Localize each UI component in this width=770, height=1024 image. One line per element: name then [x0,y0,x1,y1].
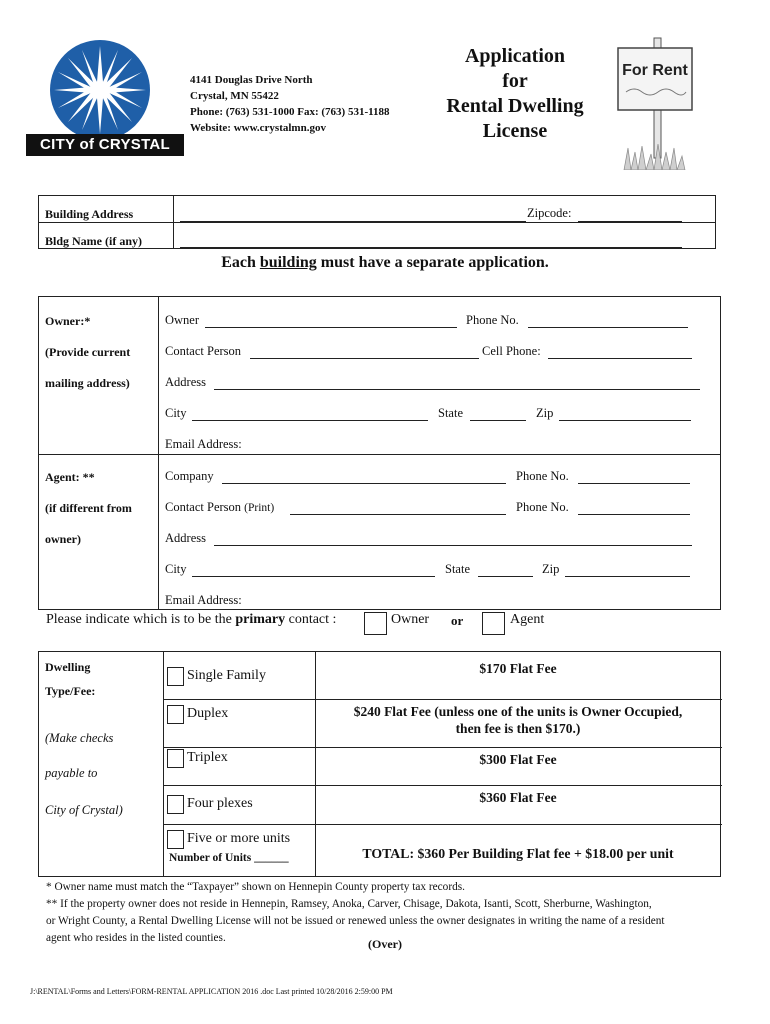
duplex-label: Duplex [187,706,229,721]
four-plexes-fee: $360 Flat Fee [479,790,557,805]
five-or-more-checkbox[interactable] [167,830,184,849]
agent-phone2-field: Phone No. [516,500,569,514]
owner-email-field: Email Address: [165,437,242,451]
owner-address-line[interactable] [214,389,700,390]
owner-state-line[interactable] [470,420,526,421]
address-line-2: Crystal, MN 55422 [190,90,279,102]
over-label: (Over) [368,937,402,951]
city-contact-info [190,72,390,136]
agent-phone-line[interactable] [578,483,690,484]
sign-text: For Rent [622,62,688,79]
payment-note-1: (Make checks [45,731,114,745]
separate-application-notice: Each building must have a separate application. [221,254,549,271]
or-label: or [451,613,464,628]
triplex-fee: $300 Flat Fee [479,752,557,767]
building-address-label: Building Address [45,207,134,221]
agent-phone2-line[interactable] [578,514,690,515]
payment-note-2: payable to [45,766,98,780]
single-family-label: Single Family [187,668,266,683]
owner-name-line[interactable] [205,327,457,328]
owner-zip-field: Zip [536,406,554,420]
zipcode-line[interactable] [578,221,682,222]
footnote-agent-2: or Wright County, a Rental Dwelling License will not be issued or renewed unless the owner designates in writing the name of a resident [46,915,665,927]
owner-contact-line[interactable] [250,358,479,359]
single-family-checkbox[interactable] [167,667,184,686]
owner-agent-box [38,296,721,610]
agent-contact-line[interactable] [290,514,506,515]
agent-contact-field: Contact Person (Print) [165,500,275,514]
building-address-line[interactable] [180,221,526,222]
agent-zip-line[interactable] [565,576,690,577]
dwelling-type-fee-label: Type/Fee: [45,684,96,698]
owner-state-field: State [438,406,463,420]
agent-zip-field: Zip [542,562,560,576]
owner-contact-field: Contact Person [165,344,242,358]
owner-address-field: Address [165,375,206,389]
agent-label-note: (if different from [45,501,132,515]
footnote-owner: * Owner name must match the “Taxpayer” shown on Hennepin County property tax records. [46,881,465,893]
owner-name-field: Owner [165,313,200,327]
building-name-line[interactable] [180,247,682,248]
triplex-checkbox[interactable] [167,749,184,768]
agent-label-note-2: owner) [45,532,81,546]
five-or-more-fee: TOTAL: $360 Per Building Flat fee + $18.00 per unit [362,846,674,861]
agent-state-line[interactable] [478,576,533,577]
footnote-agent-3: agent who resides in the listed counties. [46,932,226,944]
agent-address-line[interactable] [214,545,692,546]
agent-company-line[interactable] [222,483,506,484]
owner-label: Owner:* [45,314,91,328]
phone-line: Phone: (763) 531-1000 Fax: (763) 531-1188 [190,106,390,118]
duplex-fee: $240 Flat Fee (unless one of the units is Owner Occupied, then fee is then $170.) [353,704,683,736]
page-title: Application for Rental Dwelling License [446,45,584,142]
logo-text: CITY of CRYSTAL [26,134,184,156]
four-plexes-checkbox[interactable] [167,795,184,814]
city-logo [26,38,184,156]
agent-email-field: Email Address: [165,593,242,607]
agent-label: Agent: ** [45,470,95,484]
agent-city-field: City [165,562,187,576]
address-line-1: 4141 Douglas Drive North [190,74,313,86]
owner-label-note-2: mailing address) [45,376,130,390]
primary-agent-checkbox[interactable] [482,612,505,635]
owner-city-field: City [165,406,187,420]
website-line: Website: www.crystalmn.gov [190,122,326,134]
owner-cell-field: Cell Phone: [482,344,541,358]
footnote-agent: ** If the property owner does not reside in Hennepin, Ramsey, Anoka, Carver, Chisage, Dakota, Isanti, Scott, Sherburne, Washington, [46,898,652,910]
for-rent-sign-icon [614,30,704,170]
dwelling-label: Dwelling [45,660,91,674]
agent-company-field: Company [165,469,214,483]
owner-phone-field: Phone No. [466,313,519,327]
primary-contact-prompt: Please indicate which is to be the primary contact : [46,612,337,627]
agent-phone-field: Phone No. [516,469,569,483]
single-family-fee: $170 Flat Fee [479,661,557,676]
starburst-icon [26,38,184,138]
agent-address-field: Address [165,531,206,545]
agent-city-line[interactable] [192,576,435,577]
owner-phone-line[interactable] [528,327,688,328]
zipcode-label: Zipcode: [527,206,572,220]
duplex-checkbox[interactable] [167,705,184,724]
primary-owner-checkbox[interactable] [364,612,387,635]
four-plexes-label: Four plexes [187,796,253,811]
five-or-more-label: Five or more units [187,831,291,846]
owner-cell-line[interactable] [548,358,692,359]
primary-agent-label: Agent [510,612,545,627]
owner-city-line[interactable] [192,420,428,421]
owner-label-note: (Provide current [45,345,131,359]
agent-state-field: State [445,562,470,576]
owner-zip-line[interactable] [559,420,691,421]
building-name-label: Bldg Name (if any) [45,234,142,248]
triplex-label: Triplex [187,750,228,765]
payment-note-3: City of Crystal) [45,803,123,817]
file-path-footer: J:\RENTAL\Forms and Letters\FORM-RENTAL APPLICATION 2016 .doc Last printed 10/28/2016 2:59:00 PM [30,987,393,996]
number-of-units-field[interactable]: Number of Units ______ [169,852,289,864]
primary-owner-label: Owner [391,612,430,627]
